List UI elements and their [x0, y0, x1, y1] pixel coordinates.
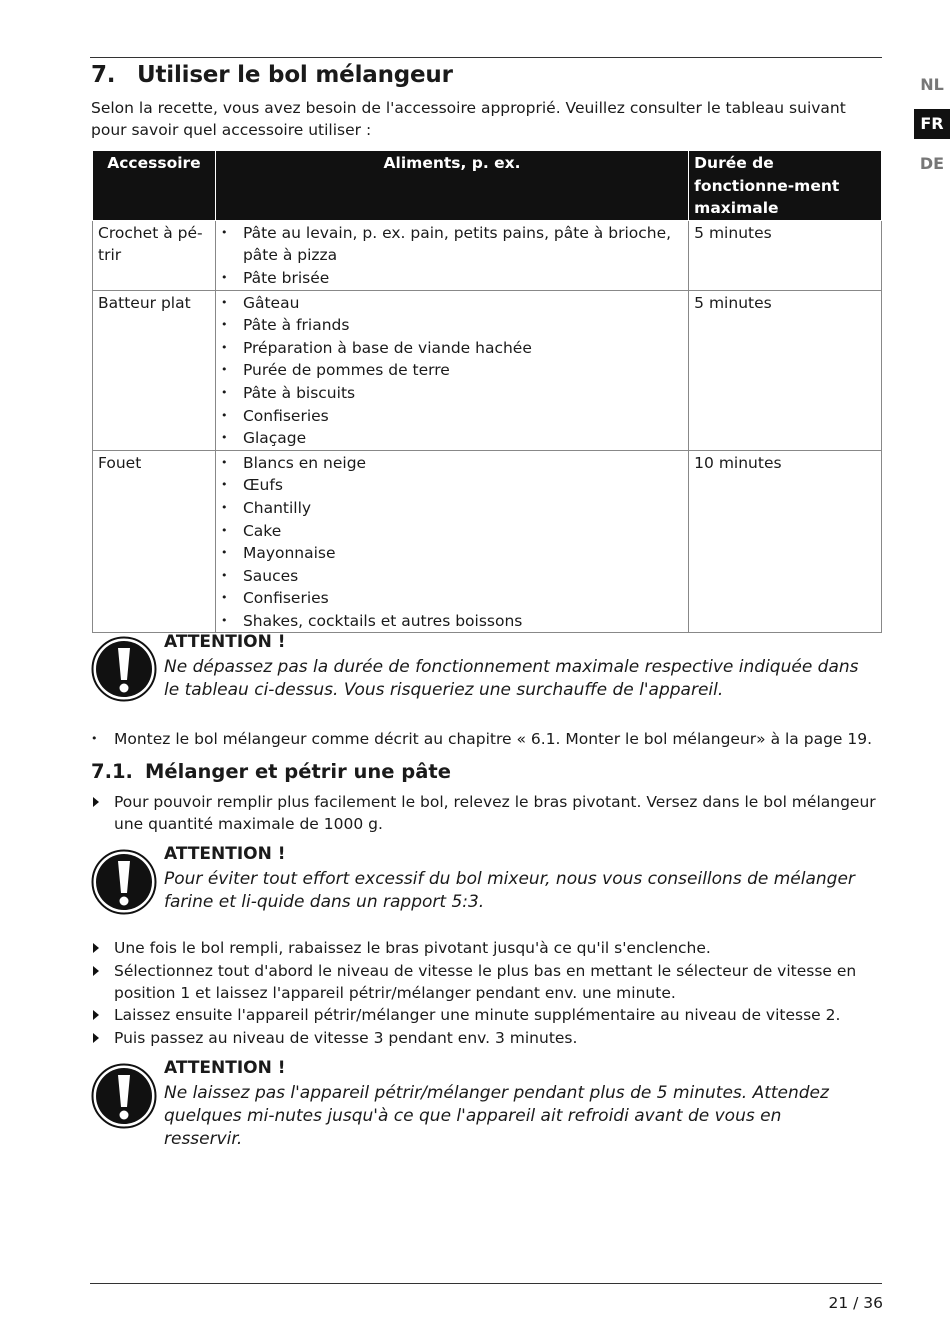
food-item: • Blancs en neige	[221, 452, 683, 475]
food-item: • Confiseries	[221, 405, 683, 428]
step-text: Puis passez au niveau de vitesse 3 pendant env. 3 minutes.	[114, 1029, 578, 1047]
food-item: • Pâte à biscuits	[221, 382, 683, 405]
step-text: Laissez ensuite l'appareil pétrir/mélanger une minute supplémentaire au niveau de vitesse 2.	[114, 1006, 841, 1024]
foods-cell	[215, 290, 688, 450]
arrow-right-icon	[93, 966, 99, 976]
exclamation-warning-icon	[91, 636, 157, 702]
subsection-title-text: Mélanger et pétrir une pâte	[145, 760, 451, 783]
table-row	[93, 450, 882, 633]
lang-tab-fr[interactable]: FR	[914, 109, 950, 139]
exclamation-warning-icon	[91, 1063, 157, 1129]
duration-cell: 5 minutes	[689, 220, 882, 290]
header-duration: Durée de fonctionne-ment maximale	[689, 151, 882, 221]
warning-text: Ne laissez pas l'appareil pétrir/mélanger pendant plus de 5 minutes. Attendez quelques mi-nutes jusqu'à ce que l'appareil ait refroidi avant de vous en resservir.	[164, 1083, 829, 1149]
food-item: • Gâteau	[221, 292, 683, 315]
food-item: • Shakes, cocktails et autres boissons	[221, 610, 683, 633]
page-number: 21 / 36	[828, 1294, 883, 1312]
food-item: • Sauces	[221, 565, 683, 588]
accessory-cell: Batteur plat	[93, 290, 216, 450]
food-item: • Préparation à base de viande hachée	[221, 337, 683, 360]
section-number: 7.	[91, 62, 116, 88]
food-item: • Pâte au levain, p. ex. pain, petits pains, pâte à brioche, pâte à pizza	[221, 222, 683, 267]
step-text: Une fois le bol rempli, rabaissez le bras pivotant jusqu'à ce qu'il s'enclenche.	[114, 939, 711, 957]
foods-cell	[215, 220, 688, 290]
warning-title: ATTENTION !	[164, 632, 286, 652]
bullet-text: Montez le bol mélangeur comme décrit au chapitre « 6.1. Monter le bol mélangeur» à la page 19.	[114, 730, 873, 748]
warning-title: ATTENTION !	[164, 844, 286, 864]
lang-tab-de[interactable]: DE	[919, 154, 945, 173]
accessory-cell: Crochet à pé-trir	[93, 220, 216, 290]
bullet-marker: •	[91, 732, 98, 745]
instruction-step	[91, 791, 883, 835]
food-item: • Pâte à friands	[221, 314, 683, 337]
instruction-step	[91, 1027, 883, 1049]
header-accessory: Accessoire	[93, 151, 216, 221]
duration-cell: 10 minutes	[689, 450, 882, 633]
intro-paragraph: Selon la recette, vous avez besoin de l'accessoire approprié. Veuillez consulter le tableau suivant pour savoir quel accessoire utiliser :	[91, 99, 846, 139]
duration-cell: 5 minutes	[689, 290, 882, 450]
bottom-rule	[90, 1283, 882, 1284]
arrow-right-icon	[93, 943, 99, 953]
step-text: Pour pouvoir remplir plus facilement le bol, relevez le bras pivotant. Versez dans le bol mélangeur une quantité maximale de 1000 g.	[114, 793, 876, 833]
section-title	[91, 62, 453, 88]
exclamation-warning-icon	[91, 849, 157, 915]
food-item: • Glaçage	[221, 427, 683, 450]
foods-cell	[215, 450, 688, 633]
arrow-right-icon	[93, 797, 99, 807]
accessory-table	[92, 150, 882, 633]
warning-title: ATTENTION !	[164, 1058, 286, 1078]
subsection-number: 7.1.	[91, 760, 133, 783]
list-item	[91, 728, 881, 750]
food-item: • Cake	[221, 520, 683, 543]
table-row	[93, 290, 882, 450]
step-text: Sélectionnez tout d'abord le niveau de vitesse le plus bas en mettant le sélecteur de vitesse en position 1 et laissez l'appareil pétrir/mélanger pendant env. une minute.	[114, 962, 857, 1002]
food-item: • Chantilly	[221, 497, 683, 520]
warning-text: Pour éviter tout effort excessif du bol mixeur, nous vous conseillons de mélanger farine et li-quide dans un rapport 5:3.	[164, 869, 855, 912]
subsection-title	[91, 760, 451, 783]
header-foods: Aliments, p. ex.	[215, 151, 688, 221]
food-item: • Purée de pommes de terre	[221, 359, 683, 382]
lang-tab-nl[interactable]: NL	[920, 75, 944, 94]
food-item: • Œufs	[221, 474, 683, 497]
instruction-step	[91, 937, 883, 959]
food-item: • Mayonnaise	[221, 542, 683, 565]
food-item: • Pâte brisée	[221, 267, 683, 290]
table-header-row	[93, 151, 882, 221]
instruction-step	[91, 960, 883, 1004]
accessory-cell: Fouet	[93, 450, 216, 633]
arrow-right-icon	[93, 1010, 99, 1020]
table-row	[93, 220, 882, 290]
warning-text: Ne dépassez pas la durée de fonctionnement maximale respective indiquée dans le tableau ci-dessus. Vous risqueriez une surchauffe de l'appareil.	[164, 657, 859, 700]
instruction-step	[91, 1004, 883, 1026]
food-item: • Confiseries	[221, 587, 683, 610]
top-rule	[90, 57, 882, 58]
section-title-text: Utiliser le bol mélangeur	[137, 62, 453, 88]
arrow-right-icon	[93, 1033, 99, 1043]
